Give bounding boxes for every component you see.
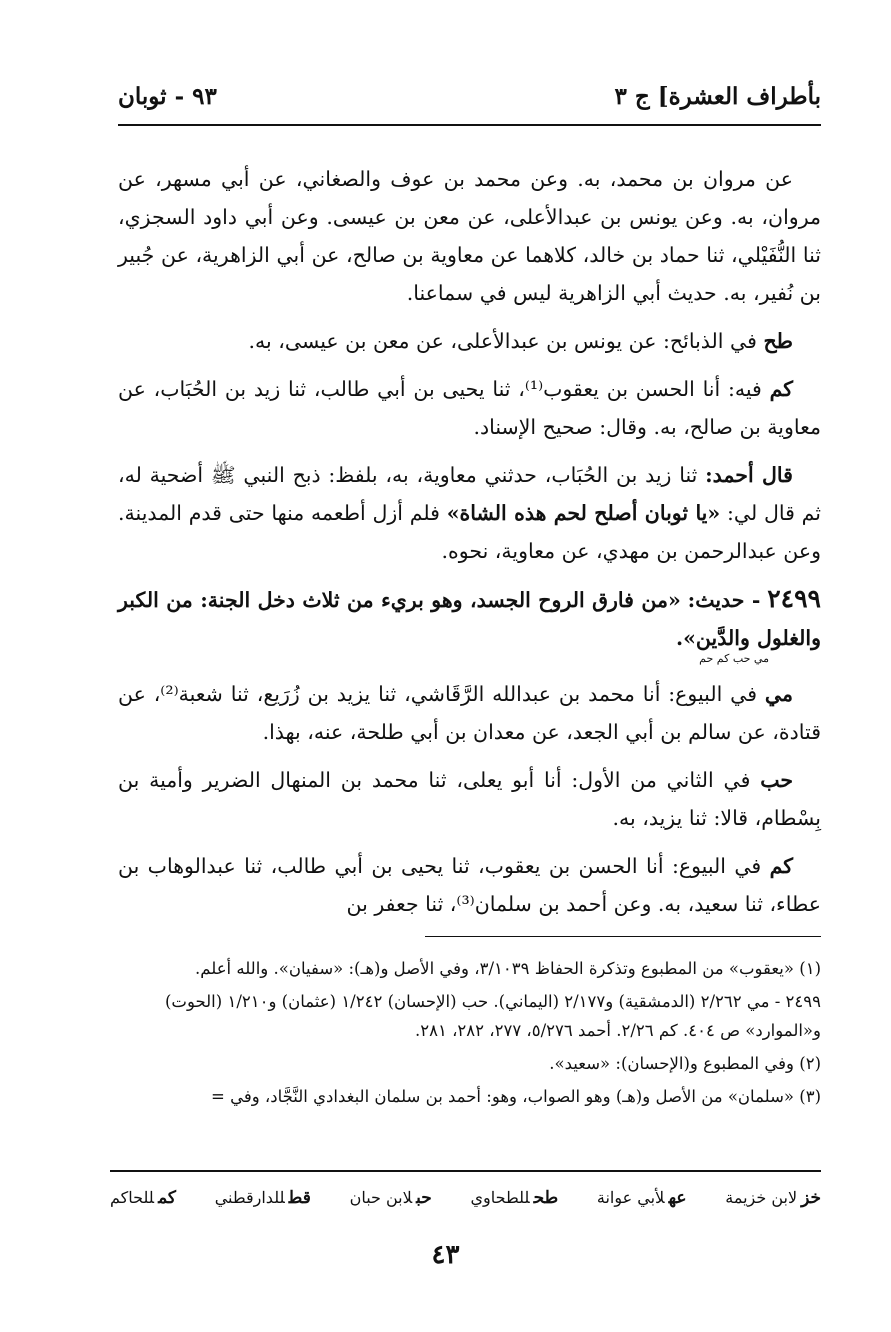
header-rule [118,124,821,126]
paragraph [118,370,821,446]
running-header [118,72,821,120]
main-text [118,160,821,933]
source-sigla: قال أحمد: [705,463,793,487]
paragraph-text: في الذبائح: عن يونس بن عبدالأعلى، عن معن بن عيسى، به. [248,329,757,353]
abbreviation-code: طح [533,1188,559,1208]
paragraph [118,675,821,751]
abbreviation-name: للحاكم [110,1188,155,1207]
abbreviation-name: للدارقطني [214,1188,285,1207]
abbreviation-item [725,1188,821,1208]
paragraph [118,456,821,570]
abbreviation-code: عه [668,1188,687,1208]
paragraph-text: فلم أزل أطعمه منها حتى قدم المدينة. وعن عبدالرحمن بن مهدي، عن معاوية، نحوه. [118,501,821,563]
abbreviations-key [110,1182,821,1214]
footnotes [110,954,821,1115]
source-sigla: كم [769,854,793,878]
abbreviation-name: للطحاوي [470,1188,530,1207]
abbreviation-item [350,1188,432,1208]
abbreviation-item [110,1188,176,1208]
section-title: ٩٣ - ثوبان [118,82,217,110]
book-title: بأطراف العشرة] ج ٣ [614,82,821,110]
abbreviation-item [597,1188,687,1208]
abbreviations-rule [110,1170,821,1172]
hadith-text: «من فارق الروح الجسد، وهو بريء من ثلاث دخل الجنة: من الكبر والغلول والدَّين». [118,588,821,650]
abbreviation-code: حب [416,1188,432,1208]
footnote: (٢) وفي المطبوع و(الإحسان): «سعيد». [549,1054,821,1073]
abbreviation-item [471,1188,559,1208]
source-sigla: طح [763,329,793,353]
paragraph [118,322,821,360]
hadith-number: ٢٤٩٩ [767,584,821,613]
paragraph [118,160,821,312]
footnote: (١) «يعقوب» من المطبوع وتذكرة الحفاظ ٣/١٠٣٩، وفي الأصل و(هـ): «سفيان». والله أعلم. [195,959,821,978]
paragraph-text: ثنا زيد بن الحُبَاب، حدثني معاوية، به، بلفظ: ذبح النبي ﷺ أضحية له، ثم قال لي: [118,463,821,525]
source-sigla: كم [769,377,793,401]
hadith-sigla: مي حب كم حم [699,652,769,665]
paragraph-text: فيه: أنا الحسن بن يعقوب⁽¹⁾، ثنا يحيى بن أبي طالب، ثنا زيد بن الحُبَاب، عن معاوية بن صالح، به. وقال: صحيح الإسناد. [118,377,821,439]
page-number: ٤٣ [431,1240,460,1270]
paragraph [118,761,821,837]
abbreviation-name: لأبي عوانة [596,1188,665,1207]
paragraph-text: في البيوع: أنا محمد بن عبدالله الرَّقَاشي، ثنا يزيد بن زُرَيع، ثنا شعبة⁽²⁾، عن قتادة، عن سالم بن أبي الجعد، عن معدان بن أبي طلحة، عنه، بهذا. [118,682,821,744]
hadith-entry [118,580,821,665]
paragraph-text: عن مروان بن محمد، به. وعن محمد بن عوف والصغاني، عن أبي مسهر، عن مروان، به. وعن يونس بن عبدالأعلى، عن معن بن عيسى. وعن أبي داود السجزي، ثنا النُّفَيْلي، ثنا حماد بن خالد، كلاهما عن معاوية بن صالح، عن أبي الزاهرية، عن جُبير بن نُفير، به. حديث أبي الزاهرية ليس في سماعنا. [118,167,821,305]
abbreviation-item [215,1188,311,1208]
footnote: ٢٤٩٩ - مي ٢/٢٦٢ (الدمشقية) و٢/١٧٧ (اليماني). حب (الإحسان) ١/٢٤٢ (عثمان) و١/٢١٠ (الحوت) و«الموارد» ص ٤٠٤. كم ٢/٢٦. أحمد ٥/٢٧٦، ٢٧٧، ٢٨٢، ٢٨١. [165,992,821,1040]
paragraph [118,847,821,923]
footnote: (٣) «سلمان» من الأصل و(هـ) وهو الصواب، وهو: أحمد بن سلمان البغدادي النَّجَّاد، وفي = [211,1087,821,1106]
hadith-label: - حديث: [687,588,761,612]
abbreviation-name: لابن خزيمة [725,1188,798,1207]
abbreviation-code: كم [158,1188,176,1208]
abbreviation-code: قط [288,1188,311,1208]
paragraph-text: في البيوع: أنا الحسن بن يعقوب، ثنا يحيى بن أبي طالب، ثنا عبدالوهاب بن عطاء، ثنا سعيد، به. وعن أحمد بن سلمان⁽³⁾، ثنا جعفر بن [118,854,821,916]
hadith-quote: «يا ثوبان أصلح لحم هذه الشاة» [446,501,721,525]
source-sigla: مي [764,682,793,706]
abbreviation-code: خز [801,1188,821,1208]
abbreviation-name: لابن حبان [349,1188,413,1207]
source-sigla: حب [760,768,793,792]
paragraph-text: في الثاني من الأول: أنا أبو يعلى، ثنا محمد بن المنهال الضرير وأمية بن بِسْطام، قالا: ثنا يزيد، به. [118,768,821,830]
footnote-rule [425,936,821,937]
